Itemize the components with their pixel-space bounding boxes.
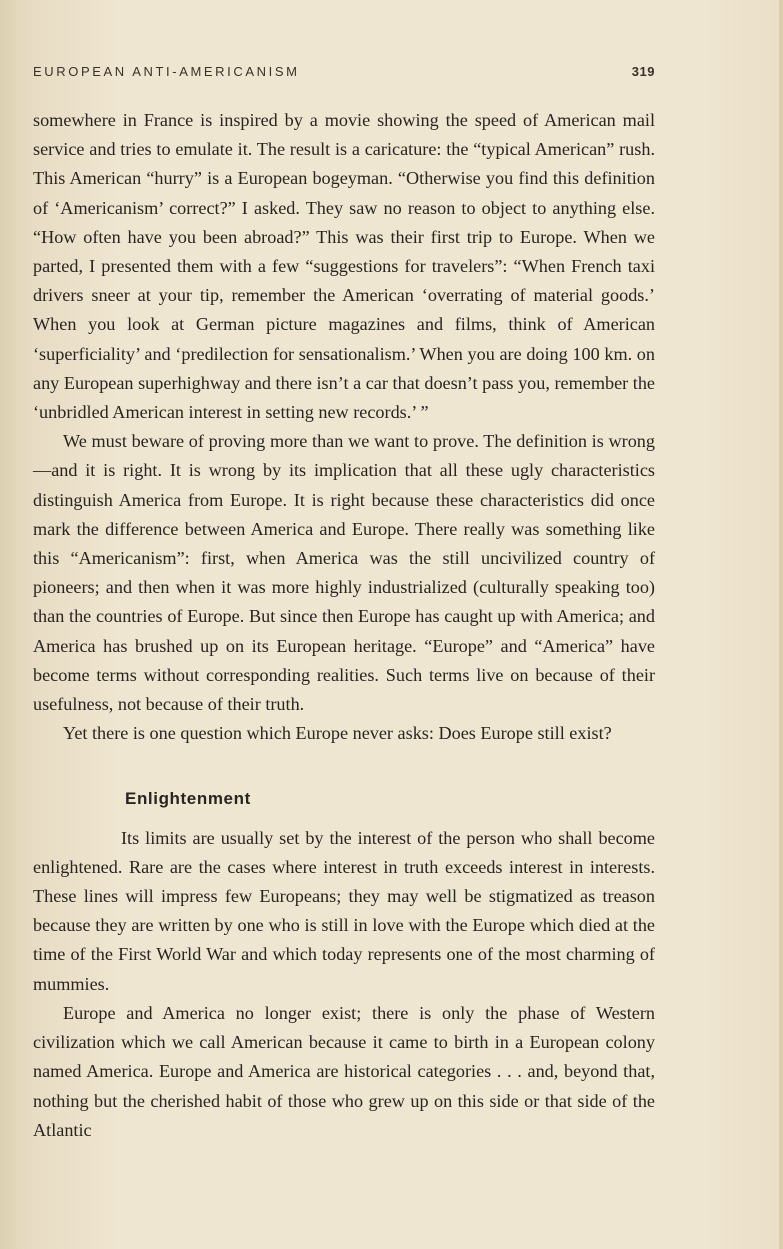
running-head-title: EUROPEAN ANTI-AMERICANISM [33, 64, 300, 79]
paragraph-continued: somewhere in France is inspired by a movie showing the speed of American mail service and tries to emulate it. The result is a caricature: the “typical American” rush. This American “hurry” is a European bogeyman. “Otherwise you find this definition of ‘Americanism’ correct?” I asked. They saw no reason to object to anything else. “How often have you been abroad?” This was their first trip to Europe. When we parted, I presented them with a few “suggestions for travelers”: “When French taxi drivers sneer at your tip, remember the American ‘overrating of material goods.’ When you look at German picture magazines and films, think of American ‘superficiality’ and ‘predilection for sensationalism.’ When you are doing 100 km. on any European superhighway and there isn’t a car that doesn’t pass you, remember the ‘unbridled American interest in setting new records.’ ” [33, 110, 655, 423]
page-edge [779, 0, 783, 1249]
paragraph: We must beware of proving more than we want to prove. The definition is wrong—and it is right. It is wrong by its implication that all these ugly characteristics distinguish America from Europe. It is right because these characteristics did once mark the difference between America and Europe. There really was something like this “Americanism”: first, when America was the still uncivilized country of pioneers; and then when it was more highly industrialized (culturally speaking too) than the countries of Europe. But since then Europe has caught up with America; and America has brushed up on its European heritage. “Europe” and “America” have become terms without corresponding realities. Such terms live on because of their usefulness, not because of their truth. [33, 431, 655, 715]
paragraph: Yet there is one question which Europe never asks: Does Europe still exist? [63, 723, 612, 744]
paragraph: Its limits are usually set by the interest of the person who shall become enlightened. Rare are the cases where interest in truth exceeds interest in interests. These lines will impress few Europeans; they may well be stigmatized as treason because they are written by one who is still in love with the Europe which died at the time of the First World War and which today represents one of the most charming of mummies. [33, 827, 655, 994]
running-head [33, 64, 655, 84]
section-heading: Enlightenment [125, 789, 251, 809]
paragraph: Europe and America no longer exist; there is only the phase of Western civilization which we call American because it came to birth in a European colony named America. Europe and America are historical categories . . . and, beyond that, nothing but the cherished habit of those who grew up on this side or that side of the Atlantic [33, 1002, 655, 1140]
page-number: 319 [631, 64, 655, 79]
body-text [33, 106, 655, 1145]
